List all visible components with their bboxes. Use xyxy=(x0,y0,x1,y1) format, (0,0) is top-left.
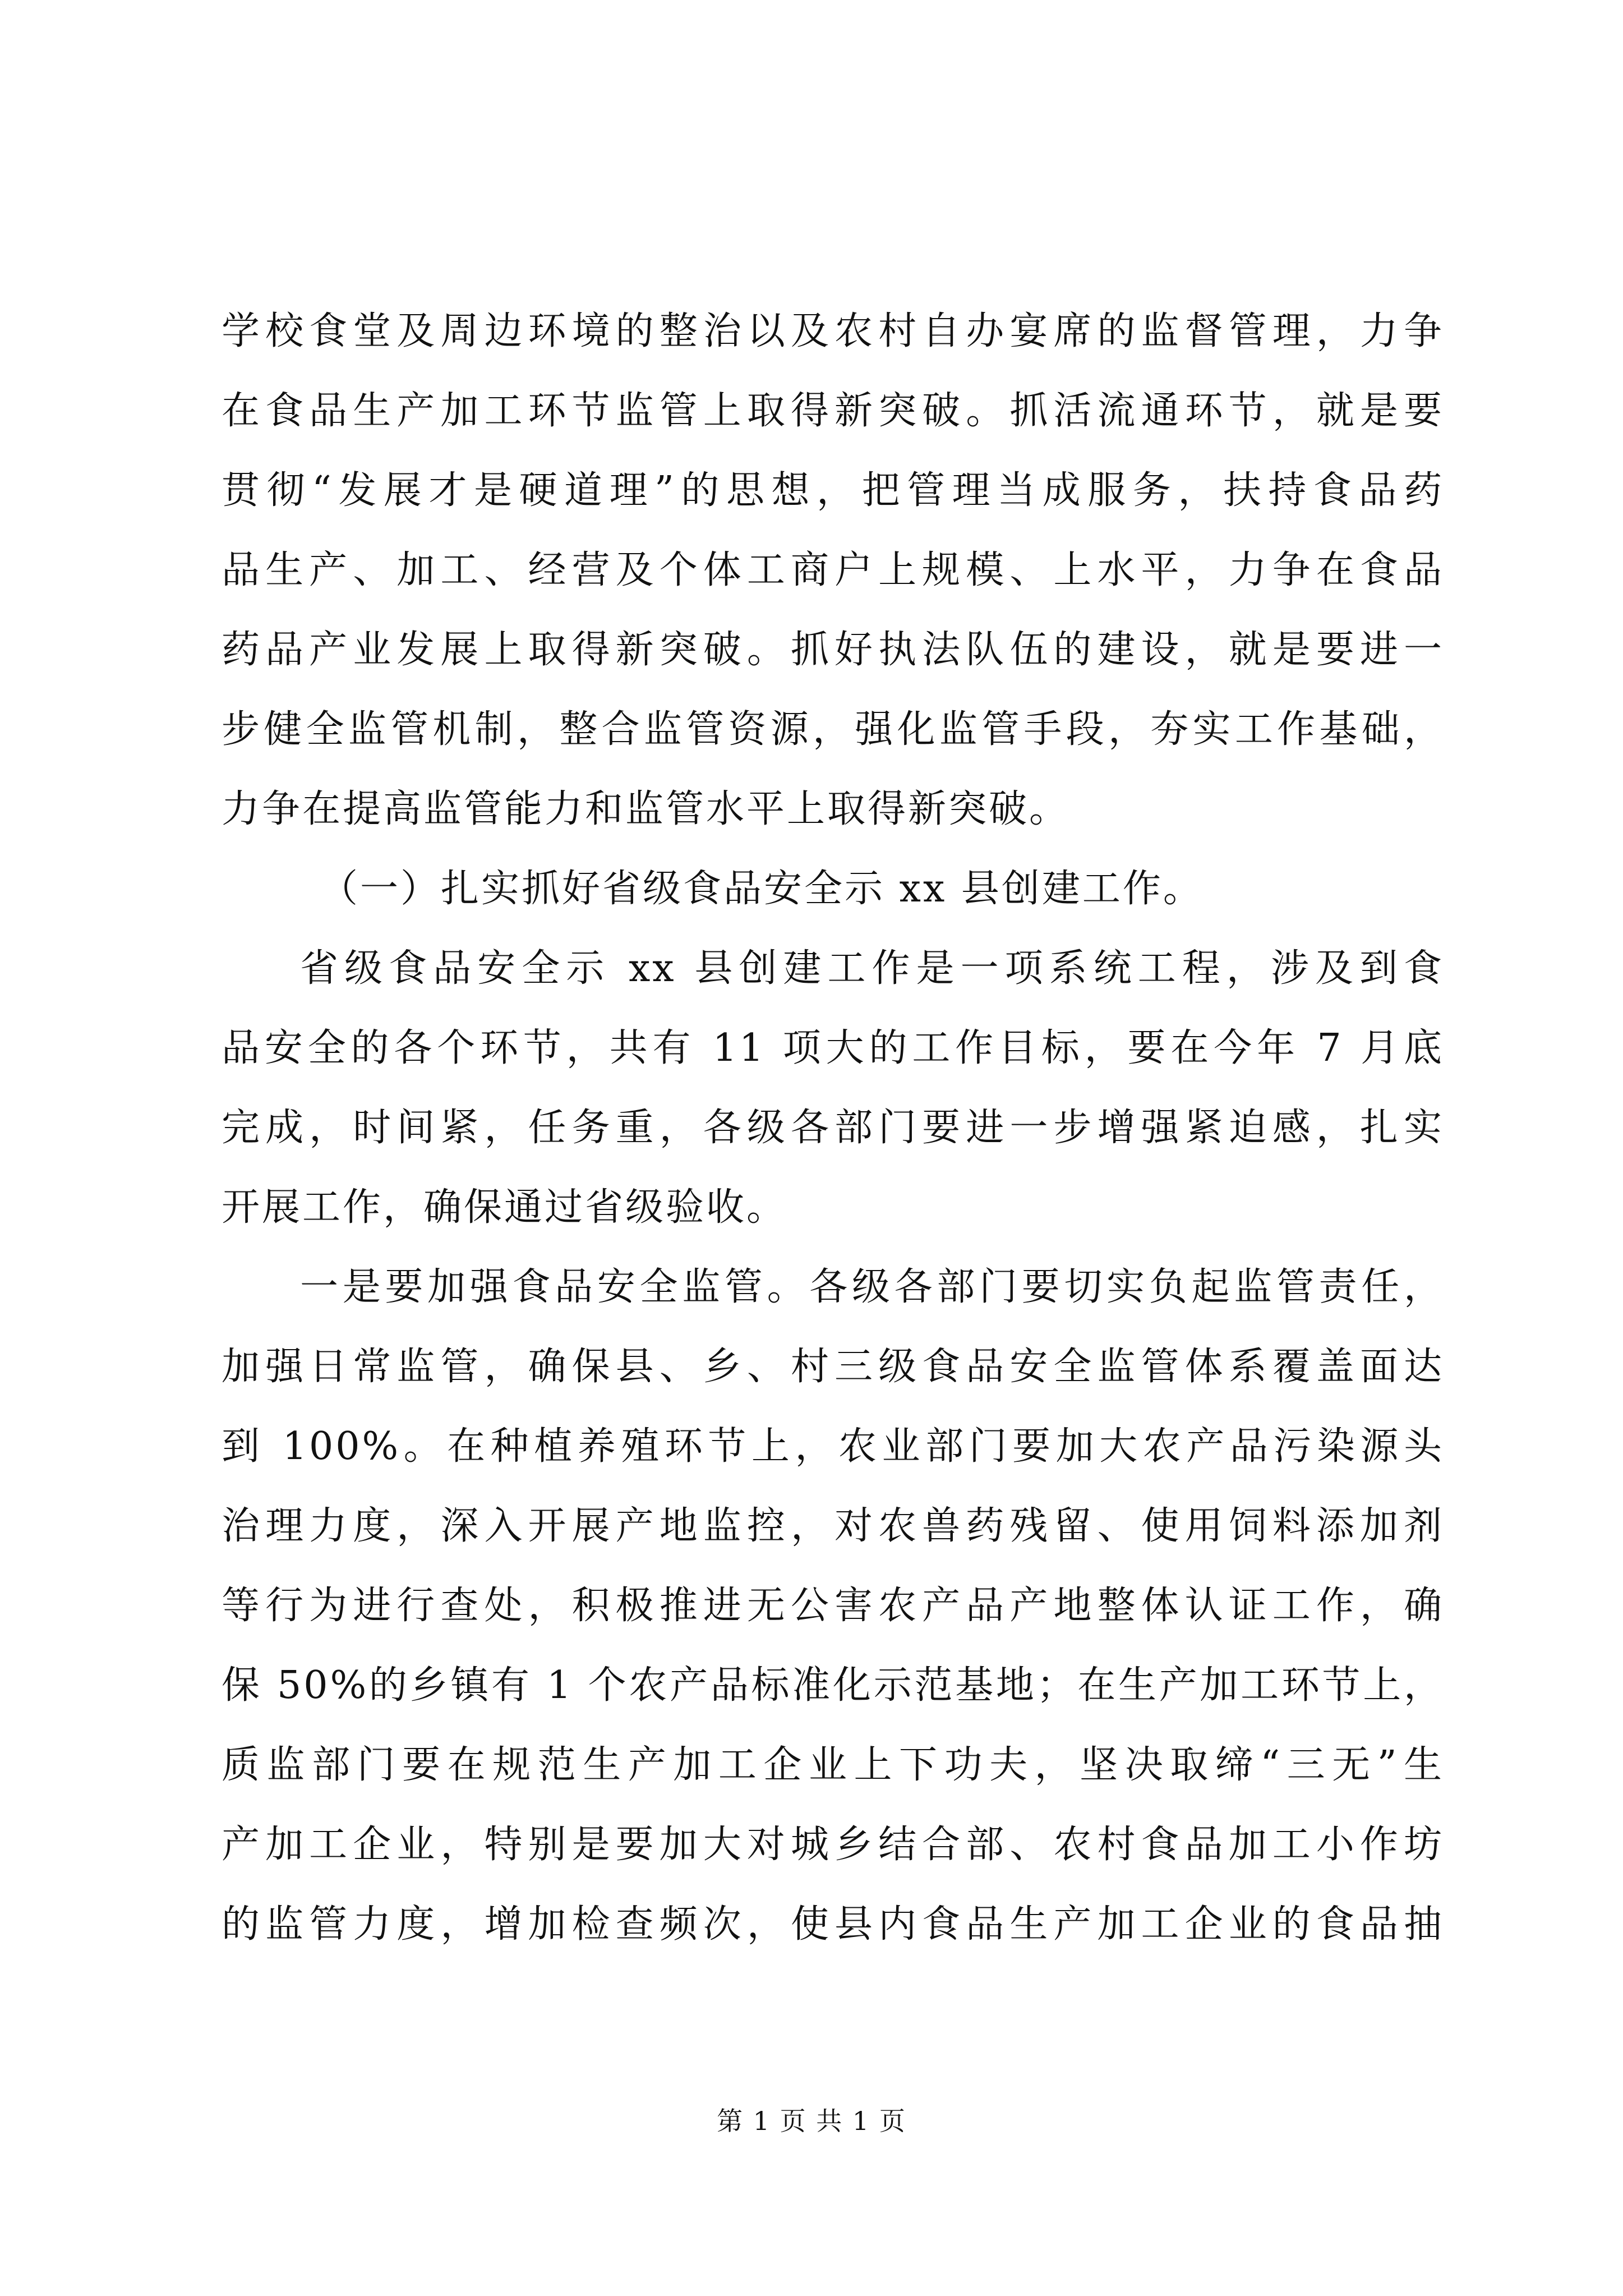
body-line: 到 100%。在种植养殖环节上，农业部门要加大农产品污染源头 xyxy=(222,1424,1444,1469)
body-line: 省级食品安全示 xx 县创建工作是一项系统工程，涉及到食 xyxy=(300,946,1444,991)
body-line: 品生产、加工、经营及个体工商户上规模、上水平，力争在食品 xyxy=(222,548,1444,592)
body-line: 药品产业发展上取得新突破。抓好执法队伍的建设，就是要进一 xyxy=(222,628,1444,672)
body-line: 加强日常监管，确保县、乡、村三级食品安全监管体系覆盖面达 xyxy=(222,1345,1444,1389)
body-line: 力争在提高监管能力和监管水平上取得新突破。 xyxy=(222,787,1070,831)
body-line: 贯彻“发展才是硬道理”的思想，把管理当成服务，扶持食品药 xyxy=(222,468,1444,513)
body-line: 的监管力度，增加检查频次，使县内食品生产加工企业的食品抽 xyxy=(222,1902,1444,1947)
body-line: 学校食堂及周边环境的整治以及农村自办宴席的监督管理，力争 xyxy=(222,309,1444,353)
body-line: 步健全监管机制，整合监管资源，强化监管手段，夯实工作基础， xyxy=(222,707,1444,752)
body-line: 在食品生产加工环节监管上取得新突破。抓活流通环节，就是要 xyxy=(222,389,1444,433)
body-line: 等行为进行查处，积极推进无公害农产品产地整体认证工作，确 xyxy=(222,1584,1444,1628)
body-line: 保 50%的乡镇有 1 个农产品标准化示范基地；在生产加工环节上， xyxy=(222,1663,1444,1708)
body-line: 质监部门要在规范生产加工企业上下功夫，坚决取缔“三无”生 xyxy=(222,1743,1444,1787)
body-line: 产加工企业，特别是要加大对城乡结合部、农村食品加工小作坊 xyxy=(222,1823,1444,1867)
body-line: 治理力度，深入开展产地监控，对农兽药残留、使用饲料添加剂 xyxy=(222,1504,1444,1548)
section-heading: （一）扎实抓好省级食品安全示 xx 县创建工作。 xyxy=(320,867,1204,911)
body-line: 开展工作，确保通过省级验收。 xyxy=(222,1185,787,1230)
body-line: 完成，时间紧，任务重，各级各部门要进一步增强紧迫感，扎实 xyxy=(222,1106,1444,1150)
page-footer: 第 1 页 共 1 页 xyxy=(717,2106,906,2136)
body-line: 品安全的各个环节，共有 11 项大的工作目标，要在今年 7 月底 xyxy=(222,1026,1444,1070)
body-line: 一是要加强食品安全监管。各级各部门要切实负起监管责任， xyxy=(300,1265,1444,1309)
document-body xyxy=(222,292,1444,1964)
